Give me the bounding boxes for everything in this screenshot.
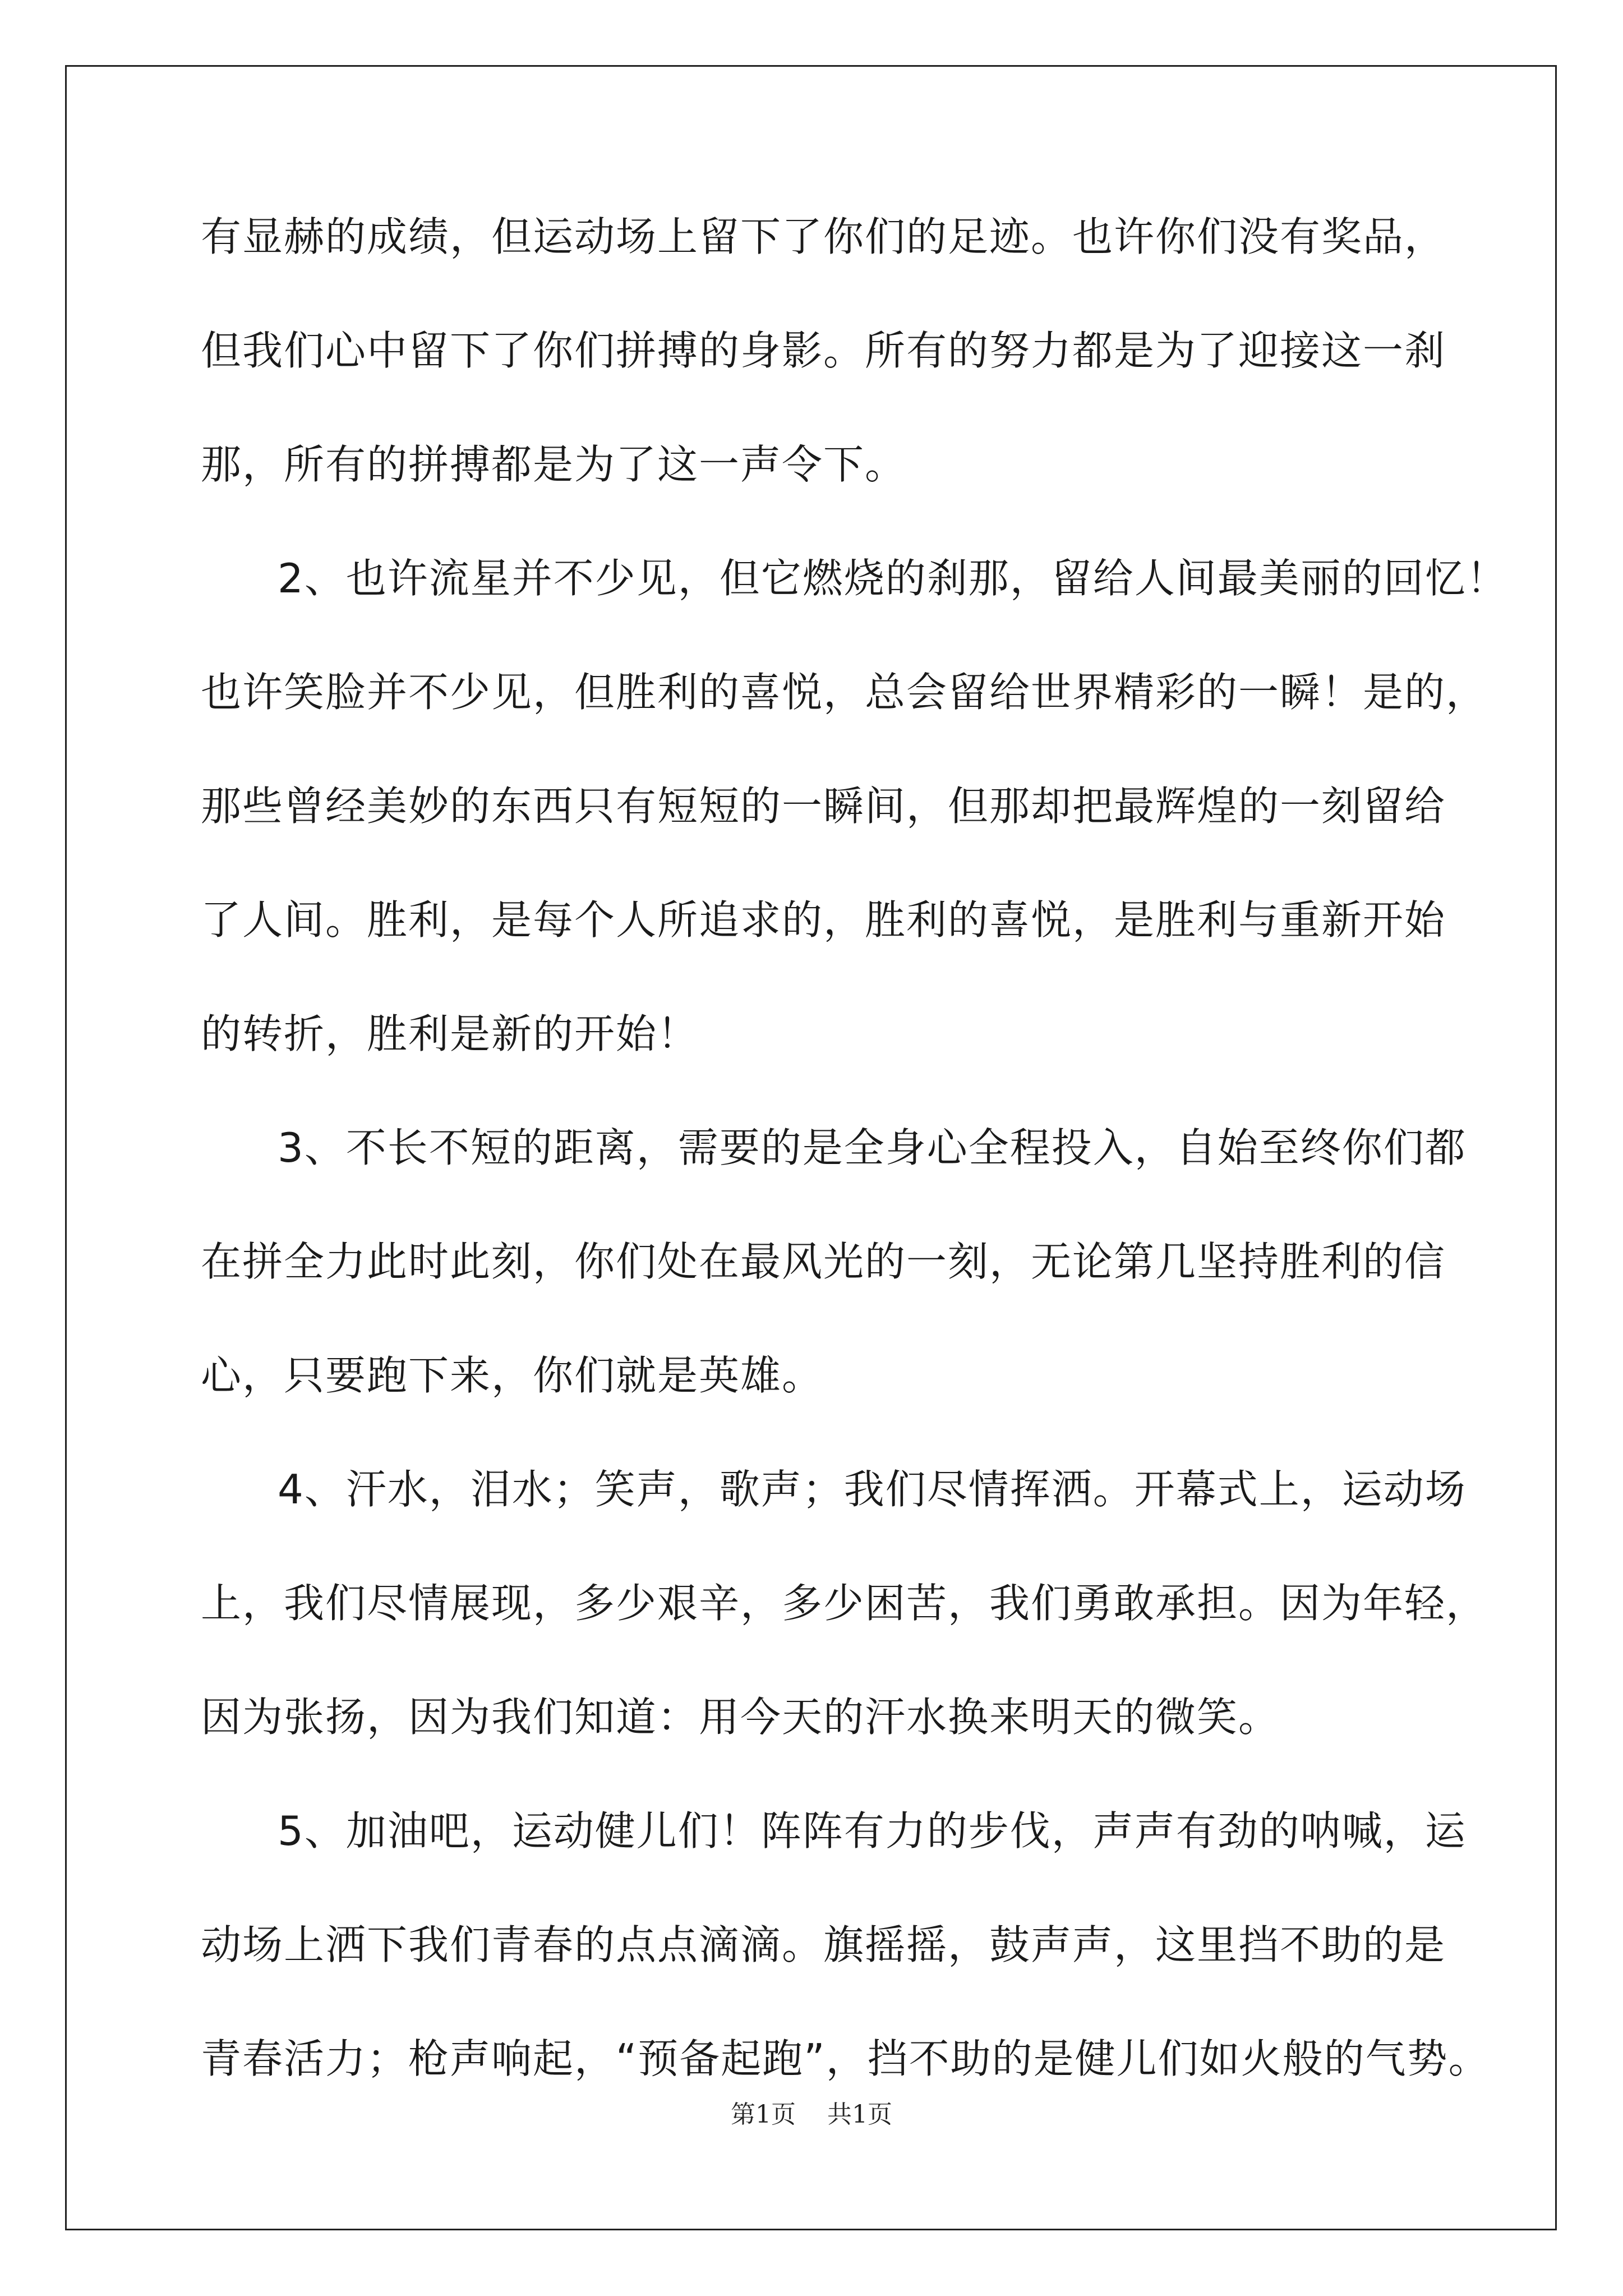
paragraph-line: 上，我们尽情展现，多少艰辛，多少困苦，我们勇敢承担。因为年轻， [201,1580,1488,1627]
paragraph-line: 心，只要跑下来，你们就是英雄。 [201,1352,824,1399]
paragraph-line: 在拼全力此时此刻，你们处在最风光的一刻，无论第几坚持胜利的信 [201,1238,1446,1285]
paragraph-line: 了人间。胜利，是每个人所追求的，胜利的喜悦，是胜利与重新开始 [201,896,1446,944]
paragraph-line: 5、加油吧，运动健儿们！阵阵有力的步伐，声声有劲的呐喊，运 [278,1807,1467,1855]
paragraph-line: 有显赫的成绩，但运动场上留下了你们的足迹。也许你们没有奖品， [201,213,1446,260]
paragraph-line: 4、汗水，泪水；笑声，歌声；我们尽情挥洒。开幕式上，运动场 [278,1466,1467,1513]
paragraph-line: 动场上洒下我们青春的点点滴滴。旗摇摇，鼓声声，这里挡不助的是 [201,1921,1446,1968]
paragraph-line: 的转折，胜利是新的开始！ [201,1010,699,1057]
paragraph-line: 那，所有的拼搏都是为了这一声令下。 [201,441,907,488]
paragraph-line: 3、不长不短的距离，需要的是全身心全程投入，自始至终你们都 [278,1124,1467,1171]
paragraph-line: 青春活力；枪声响起，“预备起跑”，挡不助的是健儿们如火般的气势。 [201,2035,1490,2082]
page-number-footer: 第1页 共1页 [731,2100,892,2129]
paragraph-line: 2、也许流星并不少见，但它燃烧的刹那，留给人间最美丽的回忆！ [278,555,1508,602]
paragraph-line: 但我们心中留下了你们拼搏的身影。所有的努力都是为了迎接这一刹 [201,327,1446,374]
paragraph-line: 也许笑脸并不少见，但胜利的喜悦，总会留给世界精彩的一瞬！是的， [201,669,1488,716]
paragraph-line: 那些曾经美妙的东西只有短短的一瞬间，但那却把最辉煌的一刻留给 [201,783,1446,830]
paragraph-line: 因为张扬，因为我们知道：用今天的汗水换来明天的微笑。 [201,1694,1280,1741]
